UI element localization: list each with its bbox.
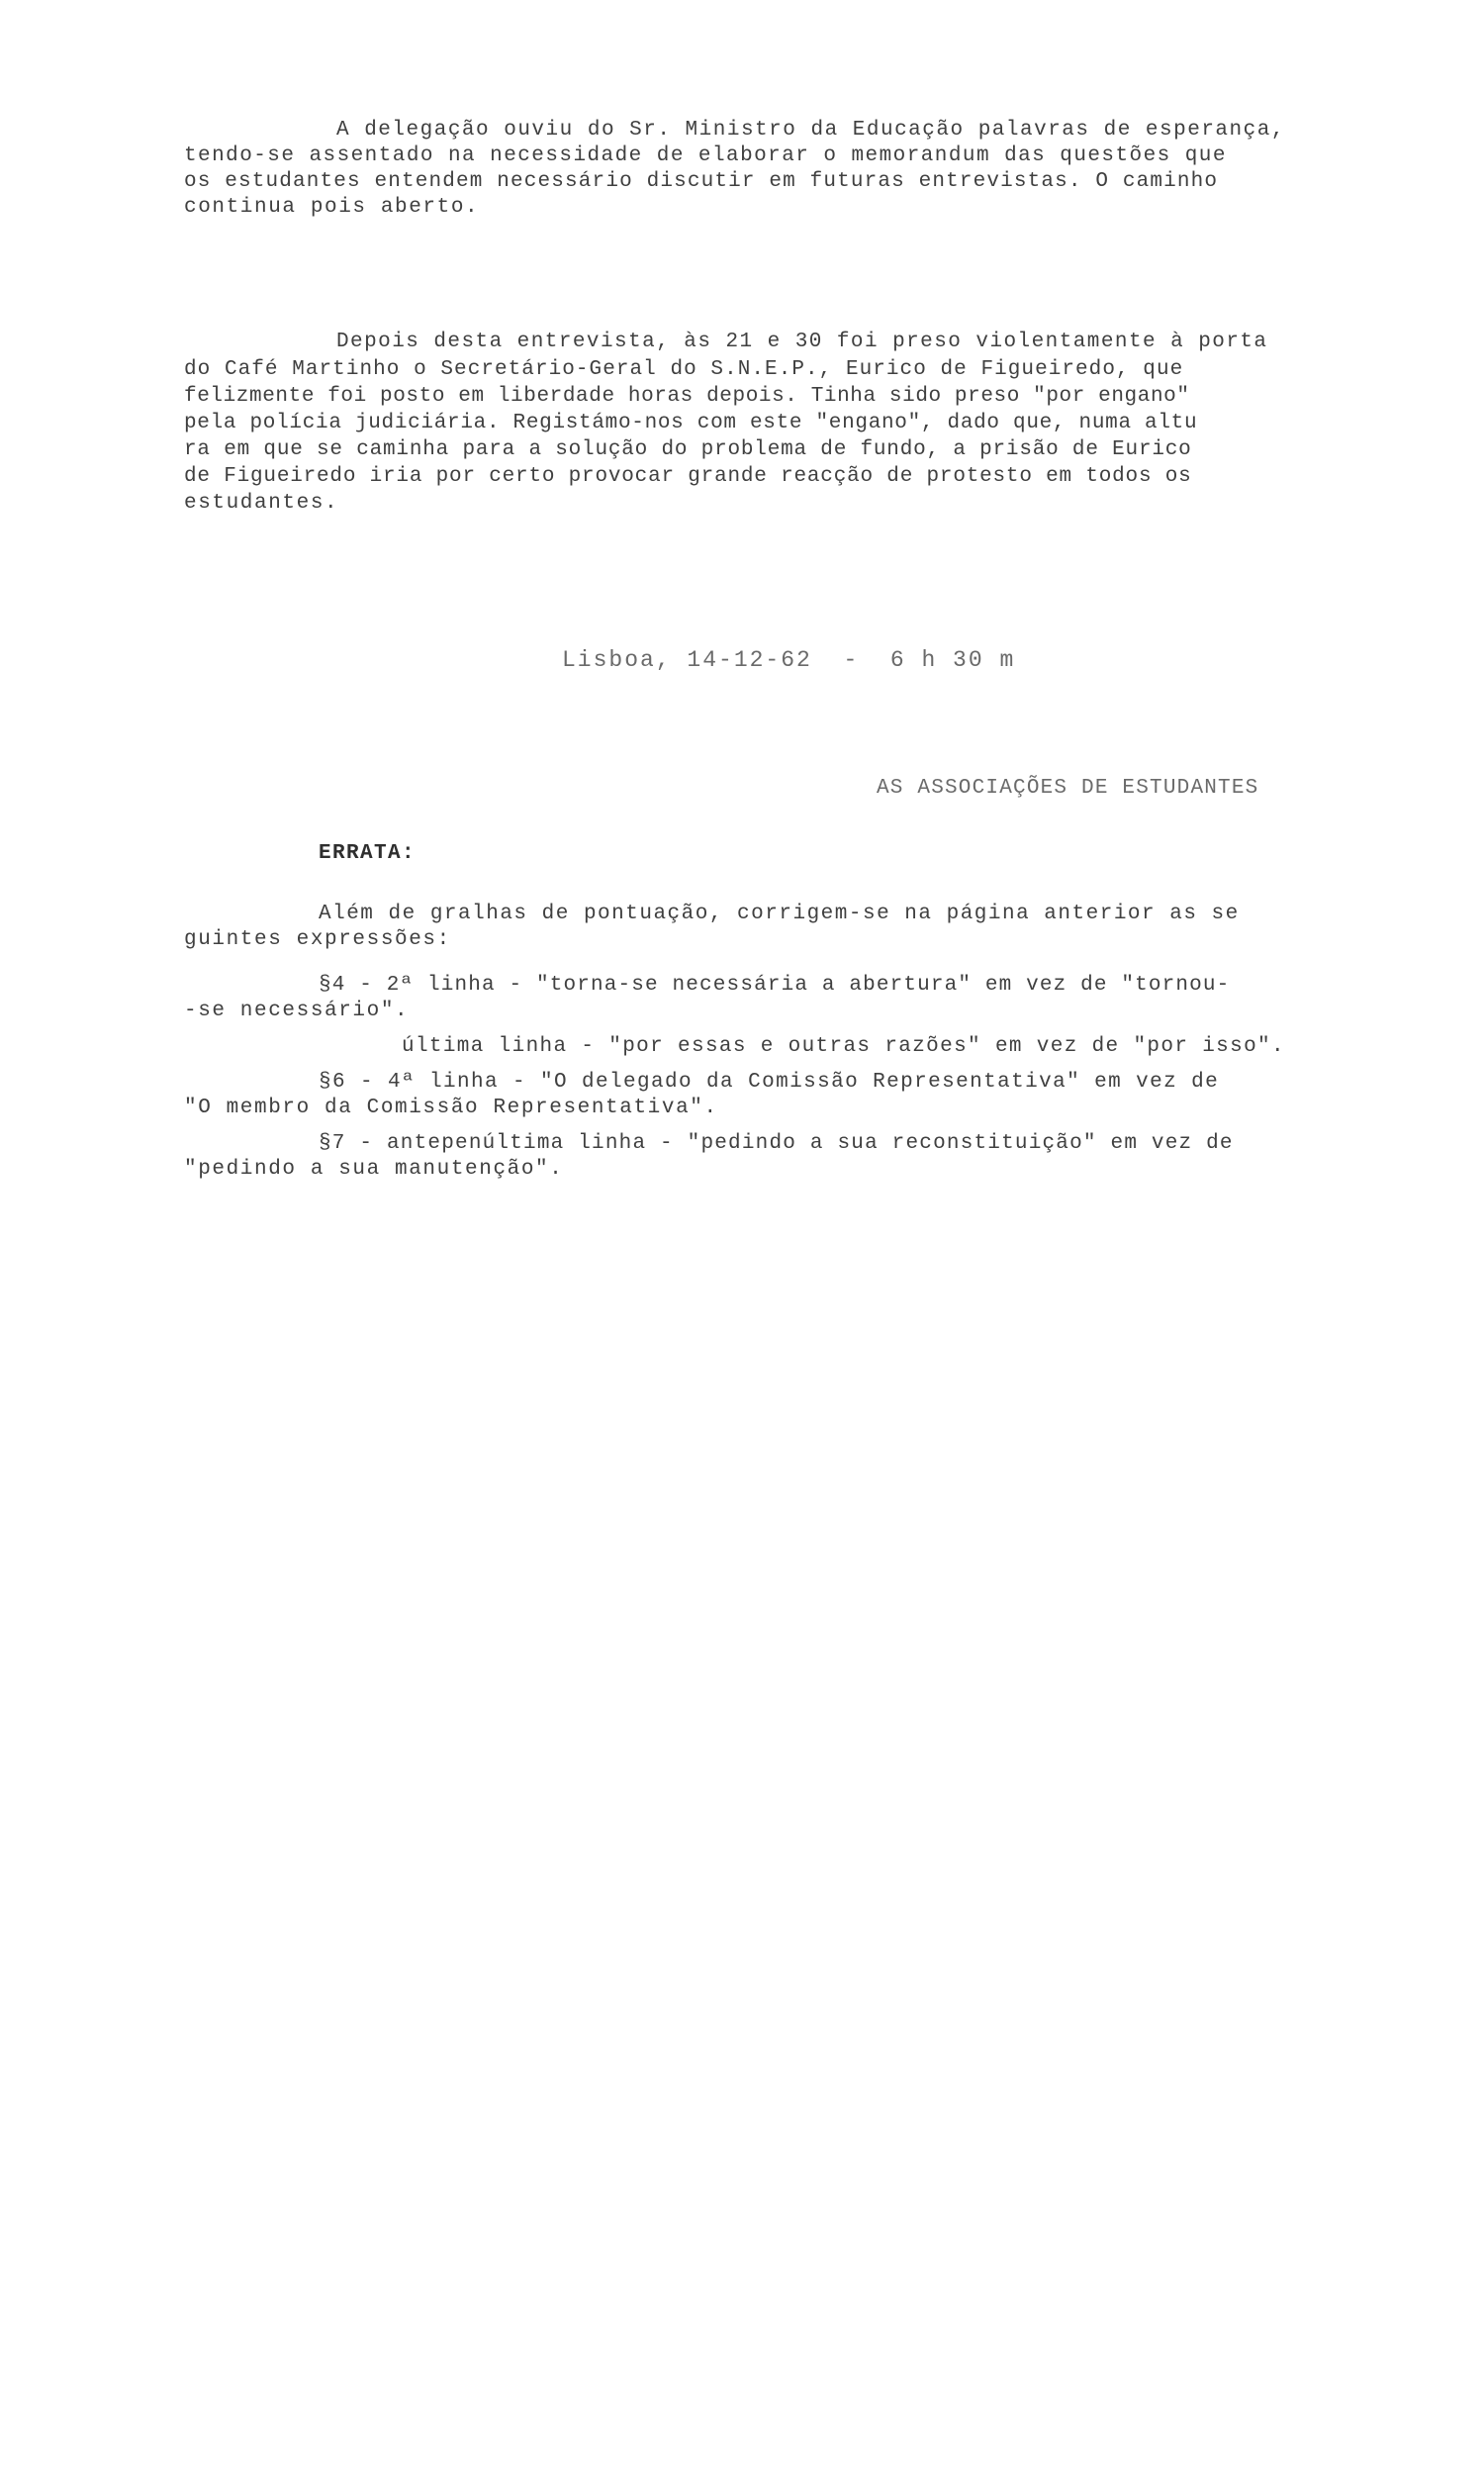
paragraph-2-line-6: de Figueiredo iria por certo provocar grande reacção de protesto em todos os xyxy=(184,465,1192,488)
signature: AS ASSOCIAÇÕES DE ESTUDANTES xyxy=(877,777,1259,800)
errata-title: ERRATA: xyxy=(319,842,417,865)
errata-line-4: -se necessário". xyxy=(184,1000,410,1022)
paragraph-2-line-4: pela polícia judiciária. Registámo-nos com este "engano", dado que, numa altu xyxy=(184,412,1198,434)
paragraph-1-line-1: A delegação ouviu do Sr. Ministro da Educação palavras de esperança, xyxy=(336,119,1285,142)
errata-line-7: "O membro da Comissão Representativa". xyxy=(184,1097,718,1119)
paragraph-2-line-7: estudantes. xyxy=(184,492,339,515)
errata-line-9: "pedindo a sua manutenção". xyxy=(184,1158,564,1181)
paragraph-2-line-3: felizmente foi posto em liberdade horas depois. Tinha sido preso "por engano" xyxy=(184,385,1190,408)
paragraph-2-line-1: Depois desta entrevista, às 21 e 30 foi preso violentamente à porta xyxy=(336,331,1268,353)
errata-line-5: última linha - "por essas e outras razões" em vez de "por isso". xyxy=(402,1035,1285,1058)
errata-line-3: §4 - 2ª linha - "torna-se necessária a abertura" em vez de "tornou- xyxy=(319,974,1231,997)
errata-line-1: Além de gralhas de pontuação, corrigem-se na página anterior as se xyxy=(319,903,1240,925)
paragraph-1-line-3: os estudantes entendem necessário discutir em futuras entrevistas. O caminho xyxy=(184,170,1219,193)
paragraph-2-line-5: ra em que se caminha para a solução do problema de fundo, a prisão de Eurico xyxy=(184,438,1192,461)
dateline: Lisboa, 14-12-62 - 6 h 30 m xyxy=(562,647,1016,673)
errata-line-6: §6 - 4ª linha - "O delegado da Comissão Representativa" em vez de xyxy=(319,1071,1220,1094)
errata-line-2: guintes expressões: xyxy=(184,928,451,951)
paragraph-2-line-2: do Café Martinho o Secretário-Geral do S.N.E.P., Eurico de Figueiredo, que xyxy=(184,358,1184,381)
errata-line-8: §7 - antepenúltima linha - "pedindo a sua reconstituição" em vez de xyxy=(319,1132,1234,1155)
paragraph-1-line-4: continua pois aberto. xyxy=(184,196,480,219)
paragraph-1-line-2: tendo-se assentado na necessidade de elaborar o memorandum das questões que xyxy=(184,144,1227,167)
